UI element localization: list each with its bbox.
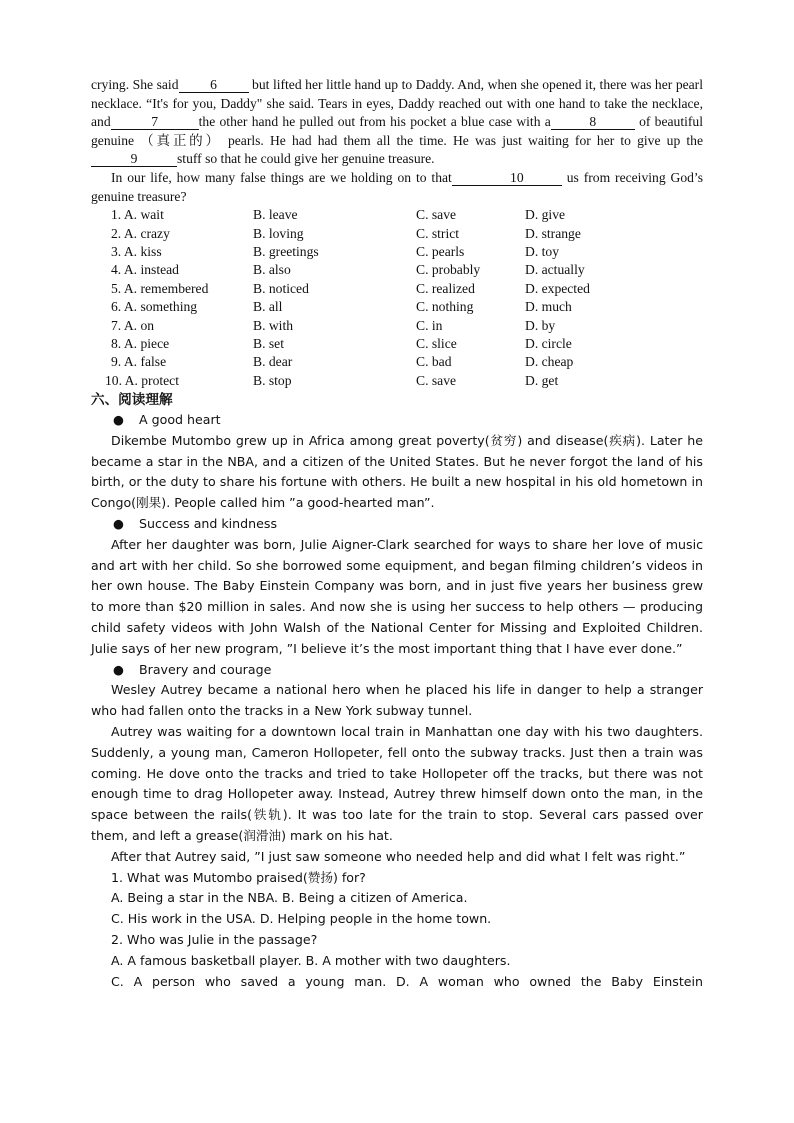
question-2: 2. Who was Julie in the passage?	[111, 931, 318, 947]
option-a: 6. A. something	[111, 299, 198, 315]
option-d: D. cheap	[525, 354, 574, 370]
blank-7: 7	[111, 114, 199, 130]
paragraph: Dikembe Mutombo grew up in Africa among great poverty(贫穷) and disease(疾病). Later he became a star in the NBA, and a citizen of the United States. But he never forgot the land of his birth, or the duty to share his fortune with others. He built a new hospital in his old hometown in Congo(刚果). People called him ”a good-hearted man”.	[91, 432, 703, 511]
blank-9: 9	[91, 151, 177, 167]
question-2-options-cd: C. A person who saved a young man. D. A woman who owned the Baby Einstein	[111, 973, 703, 989]
option-c: C. save	[416, 372, 457, 388]
heading-text: Bravery and courage	[139, 661, 272, 677]
option-a: 2. A. crazy	[111, 225, 170, 241]
option-row	[111, 280, 703, 298]
blank-10: 10	[452, 170, 562, 186]
option-a: 4. A. instead	[111, 262, 179, 278]
option-b: B. also	[253, 262, 291, 278]
heading-text: Success and kindness	[139, 516, 278, 532]
option-b: B. greetings	[253, 243, 319, 259]
option-row	[111, 225, 703, 243]
option-b: B. stop	[253, 372, 292, 388]
option-d: D. by	[525, 317, 556, 333]
option-d: D. get	[525, 372, 559, 388]
option-row	[105, 372, 703, 390]
reading-passage	[91, 410, 703, 992]
document-page	[91, 76, 703, 992]
option-b: B. with	[253, 317, 294, 333]
option-b: B. all	[253, 299, 283, 315]
option-c: C. realized	[416, 280, 475, 296]
bullet-icon: ●	[113, 661, 124, 677]
option-c: C. bad	[416, 354, 452, 370]
bullet-icon: ●	[113, 516, 124, 532]
heading-text: A good heart	[139, 412, 221, 428]
cloze-text: stuff so that he could give her genuine treasure.	[177, 151, 435, 167]
option-a: 5. A. remembered	[111, 280, 209, 296]
blank-6: 6	[179, 77, 249, 93]
option-b: B. noticed	[253, 280, 309, 296]
option-row	[111, 353, 703, 371]
paragraph: After her daughter was born, Julie Aigner-Clark searched for ways to share her love of music and art with her child. So she borrowed some equipment, and began filming children’s videos in her own house. The Baby Einstein Company was born, and in just five years her business grew to more than $20 million in sales. And now she is using her success to help others — producing child safety videos with John Walsh of the National Center for Missing and Exploited Children. Julie says of her new program, ”I believe it’s the most important thing that I have ever done.”	[91, 536, 703, 656]
option-c: C. pearls	[416, 243, 465, 259]
option-c: C. in	[416, 317, 443, 333]
option-c: C. save	[416, 207, 457, 223]
question-1-options-cd: C. His work in the USA. D. Helping people in the home town.	[111, 911, 492, 927]
option-a: 10. A. protect	[105, 372, 179, 388]
cloze-text: but lifted her little hand up to Daddy. And, when she opened it, there was her pearl necklace. “It's for you, Daddy" she said. Tears in eyes, Daddy reached out with one hand to take the necklace, and	[91, 77, 703, 130]
option-a: 9. A. false	[111, 354, 167, 370]
cloze-text: the other hand he pulled out from his pocket a blue case with a	[198, 114, 551, 130]
cloze-text: In our life, how many false things are we holding on to that	[111, 169, 452, 185]
option-c: C. slice	[416, 335, 457, 351]
option-a: 1. A. wait	[111, 207, 164, 223]
blank-8: 8	[551, 114, 635, 130]
bullet-heading	[91, 410, 703, 431]
option-row	[111, 206, 703, 224]
cloze-text: of beautiful genuine （真正的） pearls. He had had them all the time. He was just waiting for her to give up the	[91, 114, 703, 148]
question-1-options-ab: A. Being a star in the NBA. B. Being a citizen of America.	[111, 890, 468, 906]
option-c: C. probably	[416, 262, 481, 278]
option-b: B. set	[253, 335, 284, 351]
option-row	[111, 317, 703, 335]
bullet-icon: ●	[113, 412, 124, 428]
paragraph: Autrey was waiting for a downtown local train in Manhattan one day with his two daughters. Suddenly, a young man, Cameron Hollopeter, fell onto the subway tracks. Just then a train was coming. He dove onto the tracks and tried to take Hollopeter off the tracks, but there was not enough time to drag Hollopeter away. Instead, Autrey threw himself down onto the man, in the space between the rails(铁轨). It was too late for the train to stop. Several cars passed over them, and left a grease(润滑油) mark on his hat.	[91, 724, 703, 843]
option-d: D. strange	[525, 225, 581, 241]
option-b: B. leave	[253, 207, 298, 223]
cloze-paragraph-2	[91, 169, 703, 206]
option-c: C. strict	[416, 225, 460, 241]
paragraph: Wesley Autrey became a national hero when he placed his life in danger to help a stranger who had fallen onto the tracks in a New York subway tunnel.	[91, 682, 703, 719]
option-a: 7. A. on	[111, 317, 155, 333]
question-2-options-ab: A. A famous basketball player. B. A mother with two daughters.	[111, 952, 511, 968]
option-row	[111, 243, 703, 261]
cloze-text: crying. She said	[91, 77, 179, 92]
cloze-text: us from receiving God’s genuine treasure?	[91, 169, 703, 204]
option-b: B. dear	[253, 354, 293, 370]
option-c: C. nothing	[416, 299, 474, 315]
option-d: D. actually	[525, 262, 585, 278]
option-row	[111, 261, 703, 279]
option-row	[111, 335, 703, 353]
cloze-paragraph-1	[91, 76, 703, 169]
paragraph: After that Autrey said, ”I just saw someone who needed help and did what I felt was right.”	[111, 848, 686, 864]
bullet-heading	[91, 514, 703, 535]
option-d: D. circle	[525, 335, 572, 351]
option-d: D. much	[525, 299, 572, 315]
option-d: D. give	[525, 207, 566, 223]
question-1: 1. What was Mutombo praised(赞扬) for?	[111, 869, 366, 885]
option-row	[111, 298, 703, 316]
option-a: 3. A. kiss	[111, 243, 162, 259]
bullet-heading	[91, 660, 703, 681]
section-title: 六、阅读理解	[91, 392, 173, 409]
option-d: D. expected	[525, 280, 590, 296]
option-d: D. toy	[525, 243, 559, 259]
option-b: B. loving	[253, 225, 304, 241]
option-a: 8. A. piece	[111, 335, 170, 351]
options-list	[105, 206, 703, 390]
